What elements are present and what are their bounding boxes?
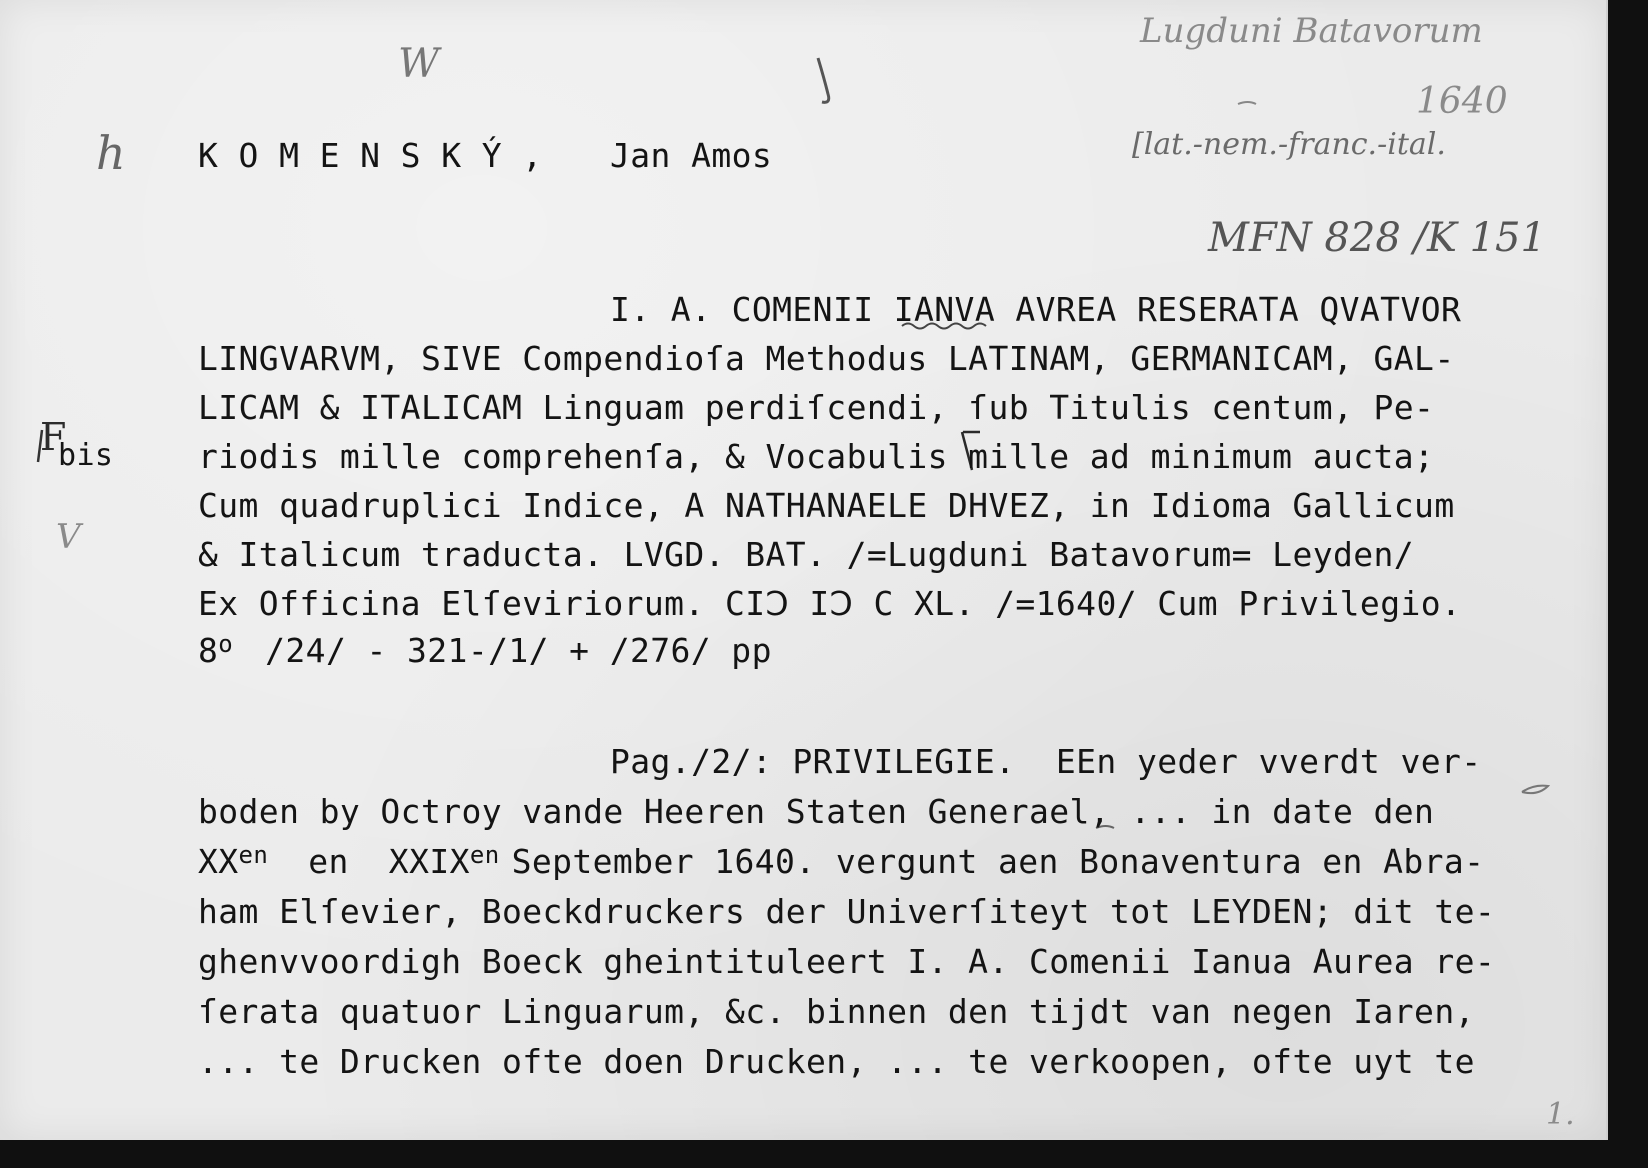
note-line: ... te Drucken ofte doen Drucken, ... te verkoopen, ofte uyt te [198,1042,1475,1081]
title-line: Cum quadruplici Indice, A NATHANAELE DHVEZ, in Idioma Gallicum [198,486,1455,525]
handwritten-left-mark: h [96,126,126,180]
date-superscript: en [238,841,269,869]
note-line: ghenvvoordigh Boeck gheintituleert I. A. Comenii Ianua Aurea re- [198,942,1496,981]
date-xx: XX [198,842,239,881]
title-line: LICAM & ITALICAM Linguam perdiſcendi, ſub Titulis centum, Pe- [198,388,1435,427]
margin-bis: bis [58,438,114,473]
title-line: & Italicum traducta. LVGD. BAT. /=Lugduni Batavorum= Leyden/ [198,535,1415,574]
handwritten-shelfmark: MFN 828 /K 151 [1208,215,1546,261]
ink-smudge [818,58,829,102]
handwritten-year: 1640 [1416,81,1508,122]
author-given-names: Jan Amos [610,136,773,175]
collation-line [198,630,772,670]
date-superscript: en [469,841,500,869]
date-conjunction: en [308,842,349,881]
handwritten-check-mark: V [56,517,81,557]
title-line: Ex Officina Elſeviriorum. CIↃ IↃ C XL. /=1640/ Cum Privilegio. [198,584,1462,623]
title-line: LINGVARVM, SIVE Compendioſa Methodus LATINAM, GERMANICAM, GAL- [198,339,1455,378]
title-line: I. A. COMENII IANVA AVREA RESERATA QVATVOR [610,290,1462,329]
handwritten-languages: [lat.-nem.-franc.-ital. [1132,127,1446,162]
date-rest: September 1640. vergunt aen Bonaventura en Abra- [511,842,1485,881]
handwritten-place: Lugduni Batavorum [1140,11,1483,51]
pagination: /24/ - 321-/1/ + /276/ pp [265,631,772,670]
author-surname: K O M E N S K Ý , [198,136,543,175]
title-line: riodis mille comprehenſa, & Vocabulis mille ad minimum aucta; [198,437,1435,476]
note-line: boden by Octroy vande Heeren Staten Generael, ... in date den [198,792,1435,831]
date-xxix: XXIX [388,842,470,881]
handwritten-corner-number: 1. [1546,1097,1575,1132]
format-superscript: o [218,630,234,658]
pencil-dash [1522,786,1548,794]
handwritten-top-left: W [398,41,440,87]
format: 8 [198,631,219,670]
pencil-dash [1238,102,1256,104]
note-line: Pag./2/: PRIVILEGIE. EEn yeder vverdt ver- [610,742,1482,781]
note-line [198,841,1485,881]
note-line: ham Elſevier, Boeckdruckers der Univerſiteyt tot LEYDEN; dit te- [198,892,1496,931]
note-line: ſerata quatuor Linguarum, &c. binnen den tijdt van negen Iaren, [198,992,1475,1031]
handwritten-margin-f: F [40,415,67,459]
